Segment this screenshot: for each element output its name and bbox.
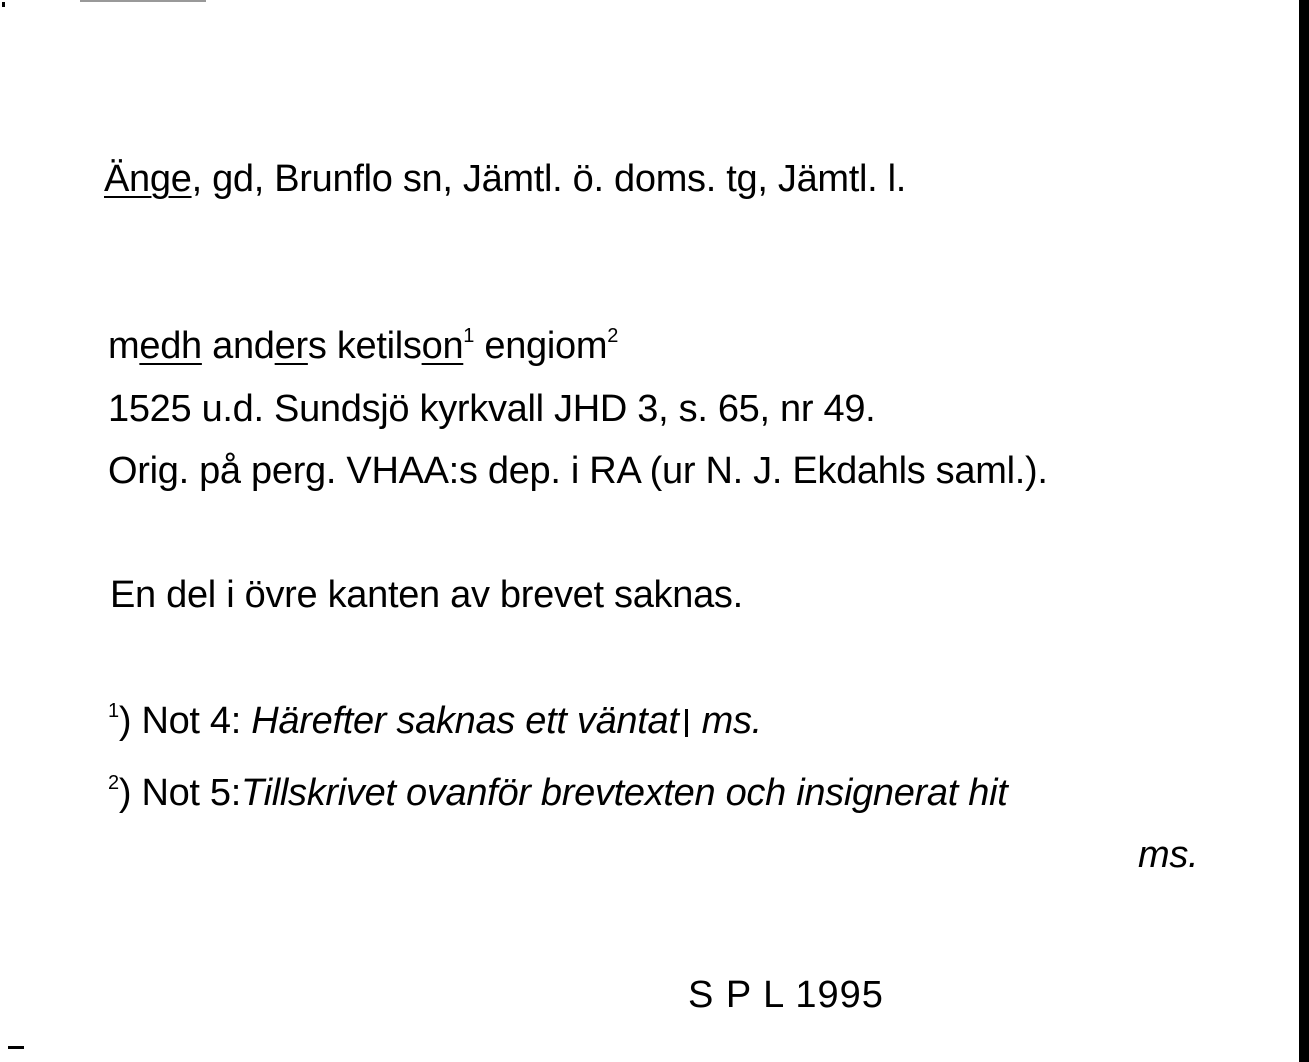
source-original: Orig. på perg. VHAA:s dep. i RA (ur N. J. Ekdahls saml.). [108, 450, 1048, 492]
source-date: 1525 u.d. Sundsjö kyrkvall JHD 3, s. 65, nr 49. [108, 388, 876, 430]
footnote-1 [108, 702, 762, 740]
footnote-ref: 2 [607, 325, 619, 347]
footnote-text: Tillskrivet ovanför brevtexten och insignerat hit [241, 772, 1008, 814]
place-description: , gd, Brunflo sn, Jämtl. ö. doms. tg, Jämtl. l. [191, 158, 907, 200]
quote-word-part: m [108, 325, 140, 367]
missing-char-mark [685, 709, 688, 737]
footnote-label: ) Not 4: [118, 700, 252, 742]
quoted-text [108, 327, 618, 365]
footnote-text: ms. [701, 700, 762, 742]
footnote-text: Härefter saknas ett väntat [251, 700, 679, 742]
quote-word-part: er [274, 325, 308, 367]
footnote-number: 2 [108, 772, 119, 794]
footnote-2-continuation: ms. [1138, 834, 1199, 876]
quote-word-part: and [212, 325, 275, 367]
place-name: Änge [104, 158, 192, 200]
footnote-ref: 1 [463, 325, 475, 347]
quote-word-part: on [421, 325, 464, 367]
footnote-label: ) Not 5: [118, 772, 242, 814]
quote-word-part: s [307, 325, 327, 367]
signature: S P L 1995 [688, 974, 884, 1016]
quote-word-part: ketils [336, 325, 422, 367]
corner-mark [8, 1046, 24, 1049]
quote-word-part: engiom [484, 325, 608, 367]
entry-heading [104, 160, 906, 198]
quote-word-part: edh [139, 325, 202, 367]
card-edge [1299, 0, 1309, 1062]
corner-mark [2, 2, 5, 7]
footnote-number: 1 [108, 700, 119, 722]
footnote-2 [108, 774, 1007, 812]
top-rule [80, 0, 206, 2]
condition-note: En del i övre kanten av brevet saknas. [110, 574, 743, 616]
